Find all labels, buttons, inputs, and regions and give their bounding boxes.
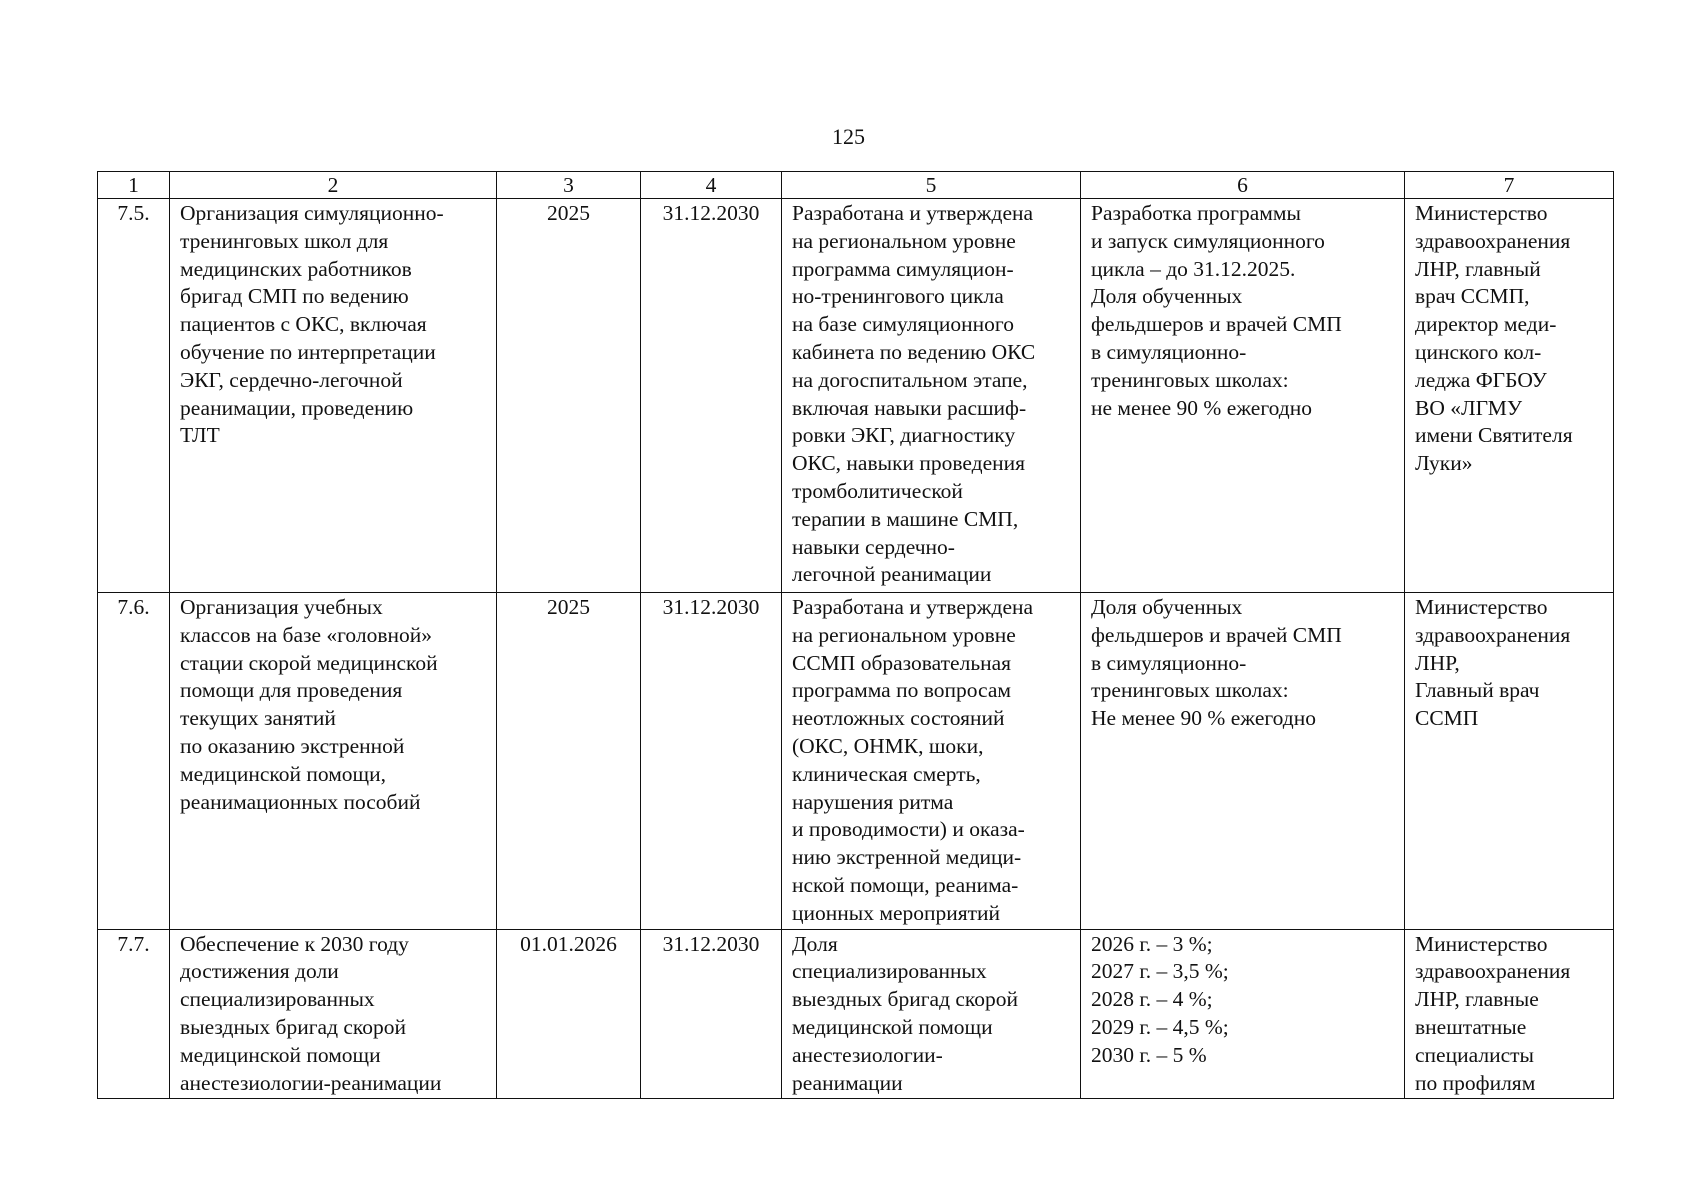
activity-cell: Организация учебных классов на базе «головной» стации скорой медицинской помощи для проведения текущих занятий по оказанию экстренной медицинской помощи, реанимационных пособий — [170, 593, 497, 930]
column-number: 6 — [1081, 172, 1405, 199]
activity-cell: Организация симуляционно- тренинговых школ для медицинских работников бригад СМП по ведению пациентов с ОКС, включая обучение по интерпретации ЭКГ, сердечно-легочной реанимации, проведению ТЛТ — [170, 199, 497, 593]
responsible-cell: Министерство здравоохранения ЛНР, главный врач ССМП, директор меди- цинского кол- леджа ФГБОУ ВО «ЛГМУ имени Святителя Луки» — [1405, 199, 1614, 593]
column-number: 3 — [497, 172, 641, 199]
table-row — [98, 593, 1614, 930]
end-date-cell: 31.12.2030 — [641, 199, 782, 593]
column-number: 1 — [98, 172, 170, 199]
column-number: 5 — [782, 172, 1081, 199]
row-number: 7.5. — [98, 199, 170, 593]
responsible-cell: Министерство здравоохранения ЛНР, Главный врач ССМП — [1405, 593, 1614, 930]
column-number: 2 — [170, 172, 497, 199]
activity-cell: Обеспечение к 2030 году достижения доли специализированных выездных бригад скорой медицинской помощи анестезиологии-реанимации — [170, 929, 497, 1099]
page-number: 125 — [832, 124, 865, 149]
column-number: 7 — [1405, 172, 1614, 199]
end-date-cell: 31.12.2030 — [641, 929, 782, 1099]
start-date-cell: 01.01.2026 — [497, 929, 641, 1099]
start-date-cell: 2025 — [497, 593, 641, 930]
result-cell: Разработана и утверждена на региональном уровне программа симуляцион- но-тренингового цикла на базе симуляционного кабинета по ведению ОКС на догоспитальном этапе, включая навыки расшиф- ровки ЭКГ, диагностику ОКС, навыки проведения тромболитической терапии в машине СМП, навыки сердечно- легочной реанимации — [782, 199, 1081, 593]
result-cell: Доля специализированных выездных бригад скорой медицинской помощи анестезиологии- реанимации — [782, 929, 1081, 1099]
indicator-cell: Доля обученных фельдшеров и врачей СМП в симуляционно- тренинговых школах: Не менее 90 % ежегодно — [1081, 593, 1405, 930]
table-row — [98, 199, 1614, 593]
end-date-cell: 31.12.2030 — [641, 593, 782, 930]
column-number-row — [98, 172, 1614, 199]
start-date-cell: 2025 — [497, 199, 641, 593]
action-plan-table — [97, 171, 1614, 1099]
result-cell: Разработана и утверждена на региональном уровне ССМП образовательная программа по вопросам неотложных состояний (ОКС, ОНМК, шоки, клиническая смерть, нарушения ритма и проводимости) и оказа- нию экстренной медици- нской помощи, реанима- ционных мероприятий — [782, 593, 1081, 930]
indicator-cell: Разработка программы и запуск симуляционного цикла – до 31.12.2025. Доля обученных фельдшеров и врачей СМП в симуляционно- тренинговых школах: не менее 90 % ежегодно — [1081, 199, 1405, 593]
responsible-cell: Министерство здравоохранения ЛНР, главные внештатные специалисты по профилям — [1405, 929, 1614, 1099]
row-number: 7.7. — [98, 929, 170, 1099]
row-number: 7.6. — [98, 593, 170, 930]
column-number: 4 — [641, 172, 782, 199]
indicator-cell: 2026 г. – 3 %; 2027 г. – 3,5 %; 2028 г. – 4 %; 2029 г. – 4,5 %; 2030 г. – 5 % — [1081, 929, 1405, 1099]
table-row — [98, 929, 1614, 1099]
